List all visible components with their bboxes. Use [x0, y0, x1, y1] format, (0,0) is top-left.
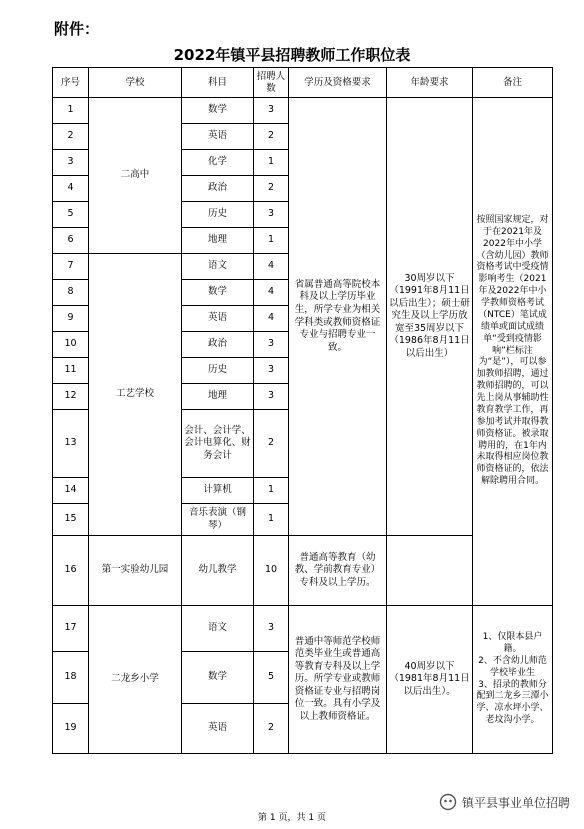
age-cell-c: 40周岁以下（1981年8月11日以后出生）。: [387, 606, 473, 754]
seq-cell: 4: [53, 176, 89, 202]
subject-cell: 历史: [182, 202, 254, 228]
seq-cell: 17: [53, 606, 89, 652]
age-cell-a: 30周岁以下（1991年8月11日以后出生）；硕士研究生及以上学历放宽至35周岁以下（1986年8月11日以后出生）: [387, 98, 473, 536]
subject-cell: 历史: [182, 358, 254, 384]
count-cell: 3: [254, 202, 289, 228]
edu-cell-c: 普通中等师范学校师范类毕业生或普通高等教育专科及以上学历。所学专业或教师资格证专业与招聘岗位一致。具有小学及以上教师资格证。: [289, 606, 387, 754]
count-cell: 1: [254, 228, 289, 254]
seq-cell: 10: [53, 332, 89, 358]
attachment-label: 附件：: [54, 20, 100, 38]
subject-cell: 幼儿教学: [182, 536, 254, 606]
subject-cell: 数学: [182, 280, 254, 306]
header-edu: 学历及资格要求: [289, 68, 387, 98]
seq-cell: 6: [53, 228, 89, 254]
header-school: 学校: [89, 68, 182, 98]
seq-cell: 11: [53, 358, 89, 384]
page-footer: 第 1 页，共 1 页: [258, 813, 326, 823]
account-watermark: [439, 793, 570, 811]
wechat-official-account-icon: [439, 793, 457, 811]
seq-cell: 1: [53, 98, 89, 124]
count-cell: 10: [254, 536, 289, 606]
count-cell: 2: [254, 410, 289, 478]
remark-cell-c: 1、仅限本县户籍。 2、不含幼儿师范学校毕业生 3、招录的教师分配到二龙乡三潭小学、凉水坪小学、老坟沟小学。: [473, 606, 553, 754]
count-cell: 1: [254, 478, 289, 504]
age-cell-b: [387, 536, 473, 606]
subject-cell: 化学: [182, 150, 254, 176]
subject-cell: 政治: [182, 332, 254, 358]
edu-cell-a: 省属普通高等院校本科及以上学历毕业生，所学专业为相关学科类或教师资格证专业与招聘专业一致。: [289, 98, 387, 536]
seq-cell: 19: [53, 704, 89, 754]
school-cell-s4: 二龙乡小学: [89, 606, 182, 754]
seq-cell: 2: [53, 124, 89, 150]
seq-cell: 7: [53, 254, 89, 280]
seq-cell: 13: [53, 410, 89, 478]
count-cell: 3: [254, 98, 289, 124]
page-title: 2022年镇平县招聘教师工作职位表: [173, 46, 411, 64]
subject-cell: 地理: [182, 384, 254, 410]
edu-cell-b: 普通高等教育（幼教、学前教育专业）专科及以上学历。: [289, 536, 387, 606]
count-cell: 5: [254, 652, 289, 704]
seq-cell: 18: [53, 652, 89, 704]
subject-cell: 地理: [182, 228, 254, 254]
subject-cell: 政治: [182, 176, 254, 202]
count-cell: 3: [254, 384, 289, 410]
subject-cell: 语文: [182, 606, 254, 652]
header-seq: 序号: [53, 68, 89, 98]
seq-cell: 3: [53, 150, 89, 176]
header-count: 招聘人数: [254, 68, 289, 98]
count-cell: 3: [254, 332, 289, 358]
count-cell: 1: [254, 150, 289, 176]
subject-cell: 英语: [182, 124, 254, 150]
watermark-text: 镇平县事业单位招聘: [461, 795, 570, 810]
table-header-row: [53, 68, 553, 98]
count-cell: 1: [254, 504, 289, 536]
seq-cell: 9: [53, 306, 89, 332]
subject-cell: 数学: [182, 652, 254, 704]
header-subject: 科目: [182, 68, 254, 98]
header-age: 年龄要求: [387, 68, 473, 98]
seq-cell: 5: [53, 202, 89, 228]
seq-cell: 16: [53, 536, 89, 606]
school-cell-s1: 二高中: [89, 98, 182, 254]
seq-cell: 8: [53, 280, 89, 306]
table-row: [53, 606, 553, 652]
count-cell: 3: [254, 606, 289, 652]
seq-cell: 12: [53, 384, 89, 410]
header-remark: 备注: [473, 68, 553, 98]
school-cell-s3: 第一实验幼儿园: [89, 536, 182, 606]
count-cell: 3: [254, 358, 289, 384]
count-cell: 4: [254, 280, 289, 306]
subject-cell: 语文: [182, 254, 254, 280]
table-row: [53, 98, 553, 124]
count-cell: 4: [254, 254, 289, 280]
count-cell: 2: [254, 176, 289, 202]
subject-cell: 英语: [182, 704, 254, 754]
count-cell: 4: [254, 306, 289, 332]
count-cell: 2: [254, 704, 289, 754]
seq-cell: 14: [53, 478, 89, 504]
job-table: [52, 67, 553, 754]
subject-cell: 英语: [182, 306, 254, 332]
subject-cell: 计算机: [182, 478, 254, 504]
remark-cell-a: 按照国家规定，对于在2021年及2022年中小学（含幼儿园）教师资格考试中受疫情影响考生（2021年及2022年中小学教师资格考试（NTCE）笔试成绩单或面试成绩单“受到疫情影响”栏标注为“是”），可以参加教师招聘，通过教师招聘的，可以先上岗从事辅助性教育教学工作，再参加考试并取得教师资格证。被录取聘用的，在1年内未取得相应岗位教师资格证的，依法解除聘用合同。: [473, 98, 553, 606]
count-cell: 2: [254, 124, 289, 150]
seq-cell: 15: [53, 504, 89, 536]
school-cell-s2: 工艺学校: [89, 254, 182, 536]
subject-cell: 音乐表演（钢琴）: [182, 504, 254, 536]
subject-cell: 数学: [182, 98, 254, 124]
subject-cell: 会计、会计学、会计电算化、财务会计: [182, 410, 254, 478]
